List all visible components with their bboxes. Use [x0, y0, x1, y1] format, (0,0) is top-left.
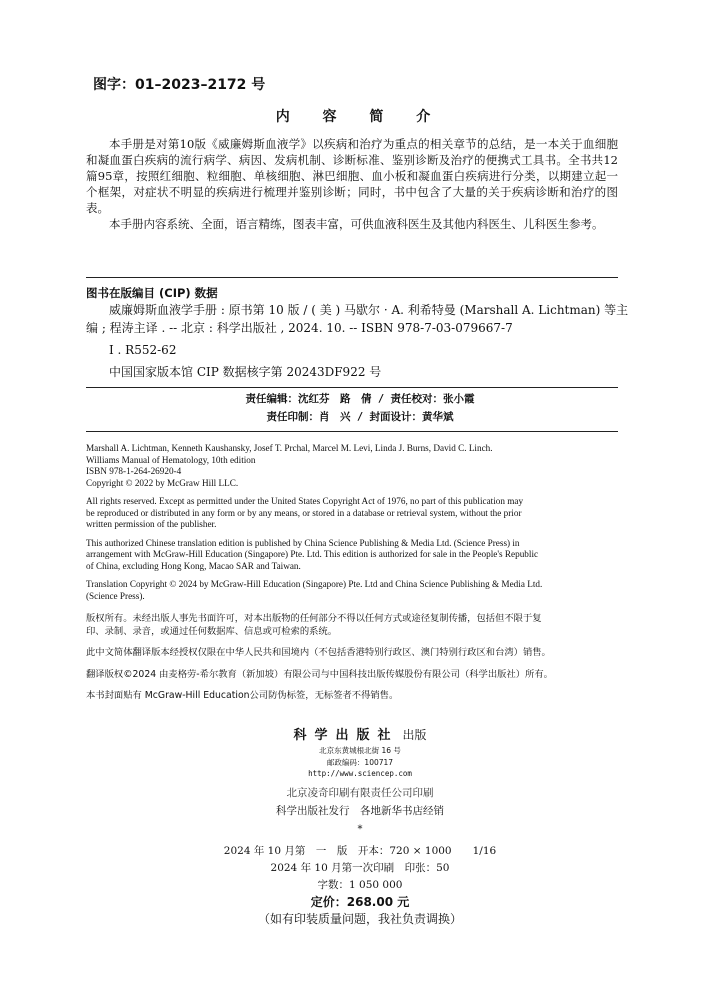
english-rights-line-3: written permission of the publisher.	[86, 519, 217, 529]
chinese-anticounterfeit-label: 本书封面贴有 McGraw-Hill Education公司防伪标签，无标签者不得销售。	[86, 690, 399, 701]
english-authorization-line-3: of China, excluding Hong Kong, Macao SAR and Taiwan.	[86, 560, 301, 571]
editors-block	[0, 390, 720, 426]
intro-paragraph-2: 本手册内容系统、全面，语言精练，图表丰富，可供血液科医生及其他内科医生、儿科医生参考。	[109, 217, 604, 231]
english-translation-copyright-1: Translation Copyright © 2024 by McGraw-Hill Education (Singapore) Pte. Ltd and China Science Publishing & Media Ltd.	[86, 579, 543, 589]
editors-line-1: 责任编辑：沈红芬 路 倩 / 责任校对：张小霞	[245, 393, 475, 405]
cip-line-1: 威廉姆斯血液学手册 : 原书第 10 版 / ( 美 ) 马歇尔 · A. 利希特曼 (Marshall A. Lichtman) 等主	[109, 303, 629, 317]
separator-star: *	[357, 824, 363, 835]
cip-heading: 图书在版编目 (CIP) 数据	[86, 286, 218, 300]
section-title: 内 容 简 介	[275, 109, 445, 125]
distribution: 科学出版社发行 各地新华书店经销	[276, 805, 444, 817]
cip-top-rule	[86, 277, 618, 278]
english-isbn: ISBN 978-1-264-26920-4	[86, 466, 182, 476]
cip-bottom-rule	[86, 387, 618, 388]
publisher-address: 北京东黄城根北街 16 号	[319, 746, 401, 755]
publisher-name	[0, 724, 720, 743]
publisher-postcode: 邮政编码：100717	[326, 758, 394, 767]
intro-paragraph-1: 本手册是对第10版《威廉姆斯血液学》以疾病和治疗为重点的相关章节的总结，是一本关于血细胞和凝血蛋白疾病的流行病学、病因、发病机制、诊断标准、鉴别诊断及治疗的便携式工具书。全书共12篇95章，按照红细胞、粒细胞、单核细胞、淋巴细胞、血小板和凝血蛋白疾病进行分类，以期建立起一个框架，对症状不明显的疾病进行梳理并鉴别诊断；同时，书中包含了大量的关于疾病诊断和治疗的图表。	[86, 137, 618, 215]
cip-block	[86, 301, 629, 381]
publisher-url: http://www.sciencep.com	[308, 769, 412, 778]
publisher-suffix: 出版	[402, 728, 427, 742]
quality-notice: （如有印装质量问题，我社负责调换）	[257, 912, 462, 926]
impression-info: 2024 年 10 月第一次印刷 印张：50	[270, 862, 450, 874]
publisher-logo-text: 科学出版社	[293, 728, 399, 743]
registration-number: 图字：01–2023–2172 号	[93, 77, 266, 93]
english-rights-block	[86, 443, 618, 609]
english-rights-line-2: be reproduced or distributed in any form or by any means, or stored in a database or retrieval system, without the prior	[86, 507, 522, 518]
price: 定价：268.00 元	[310, 895, 410, 909]
chinese-rights-line-1: 版权所有。未经出版人事先书面许可，对本出版物的任何部分不得以任何方式或途径复制传播，包括但不限于复	[86, 613, 542, 624]
english-translation-copyright-2: (Science Press).	[86, 590, 145, 601]
english-authorization-line-1: This authorized Chinese translation edition is published by China Science Publishing & Media Ltd. (Science Press) in	[86, 537, 520, 548]
cip-line-2: 编 ; 程涛主译 . -- 北京 : 科学出版社 , 2024. 10. -- ISBN 978-7-03-079667-7	[86, 321, 513, 335]
cip-line-4: 中国国家版本馆 CIP 数据核字第 20243DF922 号	[109, 365, 382, 379]
editors-bottom-rule	[86, 431, 618, 432]
english-rights-line-1: All rights reserved. Except as permitted under the United States Copyright Act of 1976, no part of this publication may	[86, 496, 524, 506]
english-authorization-line-2: arrangement with McGraw-Hill Education (Singapore) Pte. Ltd. This edition is authorized for sale in the People's Republic	[86, 549, 539, 559]
english-book-title: Williams Manual of Hematology, 10th edition	[86, 454, 256, 465]
chinese-notices-block	[86, 613, 626, 712]
chinese-authorization: 此中文简体翻译版本经授权仅限在中华人民共和国境内（不包括香港特别行政区、澳门特别行政区和台湾）销售。	[86, 647, 551, 658]
english-authors: Marshall A. Lichtman, Kenneth Kaushansky, Josef T. Prchal, Marcel M. Levi, Linda J. Burns, David C. Linch.	[86, 443, 493, 453]
chinese-translation-copyright: 翻译版权©2024 由麦格劳-希尔教育（新加坡）有限公司与中国科技出版传媒股份有限公司（科学出版社）所有。	[86, 668, 553, 680]
cip-line-3: Ⅰ . R552-62	[109, 343, 177, 357]
english-copyright: Copyright © 2022 by McGraw Hill LLC.	[86, 477, 239, 488]
printer: 北京凌奇印刷有限责任公司印刷	[286, 787, 434, 799]
chinese-rights-line-2: 印、录制、录音，或通过任何数据库、信息或可检索的系统。	[86, 625, 338, 637]
intro-text	[86, 136, 618, 232]
edition-info: 2024 年 10 月第 一 版 开本：720 × 1000 1/16	[223, 845, 497, 857]
editors-line-2: 责任印制：肖 兴 / 封面设计：黄华斌	[266, 411, 454, 423]
word-count: 字数：1 050 000	[317, 879, 403, 891]
